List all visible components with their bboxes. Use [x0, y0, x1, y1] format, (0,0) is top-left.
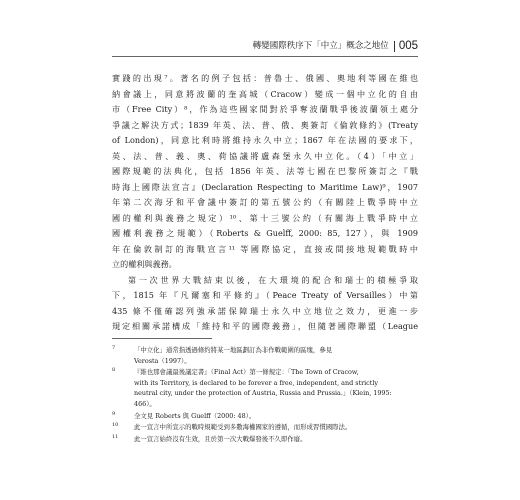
footnote-line: 全文見 Roberts 與 Guelff（2000: 48）。	[134, 411, 256, 420]
text-line: 實踐的出現⁷。著名的例子包括：普魯士、俄國、奧地利等國在維也	[112, 73, 418, 83]
text-line: 435 條不僅確認列強承諾保障瑞士永久中立地位之效力，更進一步	[112, 305, 418, 316]
footnote	[112, 345, 418, 366]
running-title: 轉變國際秩序下「中立」概念之地位	[252, 41, 389, 51]
footnote	[112, 411, 418, 422]
text-line: 年在倫敦制訂的海戰宣言¹¹ 等國際協定，直接或間接地規範戰時中	[112, 243, 418, 254]
paragraph-2	[112, 273, 418, 335]
text-line: 國的權利與義務之規定）¹⁰、第十三號公約（有關海上戰爭時中立	[112, 212, 418, 223]
text-line: 市（Free City）⁸，作為這些國家間對於爭奪波蘭戰爭後波蘭領土處分	[112, 104, 418, 114]
footnote	[112, 367, 418, 409]
footnote	[112, 422, 418, 433]
footnote-line: 「中立化」通常指透過條約將某一地區劃訂為非作戰範圍的區塊，參見	[134, 346, 333, 354]
footnotes	[112, 345, 418, 444]
footnote-line: 此一宣言中所宣示的戰時規範受到多數海權國家的遵循，而形成習慣國際法。	[134, 423, 352, 432]
text-line: 英、法、普、義、奧、荷協議將盧森堡永久中立化。（4）「中立」	[112, 150, 418, 161]
text-line: 立的權利與義務。	[112, 259, 177, 269]
text-line: 規定相關承諾構成「維持和平的國際義務」，但隨著國際聯盟（League	[112, 321, 418, 331]
running-header	[112, 40, 418, 52]
text-line: 年第二次海牙和平會議中簽訂的第五號公約（有關陸上戰爭時中立	[112, 197, 418, 207]
footnote-rule	[112, 338, 212, 339]
text-line: 國權利義務之規範）（Roberts & Guelff, 2000: 85, 127），與 1909	[112, 228, 418, 238]
footnote-line: Verosta（1997）。	[134, 356, 191, 365]
body-text	[112, 71, 418, 335]
text-line: of London)，同意比利時將維持永久中立；1867 年在法國的要求下，	[112, 135, 418, 145]
footnote-line: 『維也那會議最後議定書』（Final Act）第一條規定：「The Town of Cracow,	[134, 368, 359, 377]
footnote-number: 10	[112, 422, 119, 429]
footnote-line: with its Territory, is declared to be forever a free, independent, and strictly	[134, 378, 378, 387]
header-separator	[394, 41, 395, 52]
text-line: 時海上國際法宣言』(Declaration Respecting to Maritime Law)⁹，1907	[112, 181, 418, 192]
header-rule	[112, 56, 418, 57]
footnote-number: 8	[112, 367, 116, 374]
footnote-line: neutral city, under the protection of Austria, Russia and Prussia.」（Klein, 1995:	[134, 389, 392, 398]
paragraph-1	[112, 71, 418, 273]
text-line: 納會議上，同意將波蘭的奎高城（Cracow）變成一個中立化的自由	[112, 88, 418, 99]
text-line: 爭議之解決方式；1839 年英、法、普、俄、奧簽訂《倫敦條約》(Treaty	[112, 119, 418, 130]
footnote-number: 7	[112, 345, 116, 351]
footnote-line: 此一宣言始終沒有生效，且於第一次大戰爆發後不久即作廢。	[134, 434, 307, 443]
text-line: 下，1815 年『凡爾塞和平條約』（Peace Treaty of Versailles）中第	[112, 290, 418, 300]
footnote-line: 466）。	[134, 399, 156, 408]
text-line: 第一次世界大戰結束以後，在大環境的配合和瑞士的積極爭取	[128, 274, 418, 285]
footnote-number: 11	[112, 433, 119, 440]
footnote	[112, 434, 418, 445]
page-number: 005	[398, 40, 418, 52]
text-line: 國際規範的法典化，包括 1856 年英、法等七國在巴黎所簽訂之『戰	[112, 166, 418, 176]
footnote-number: 9	[112, 410, 116, 417]
